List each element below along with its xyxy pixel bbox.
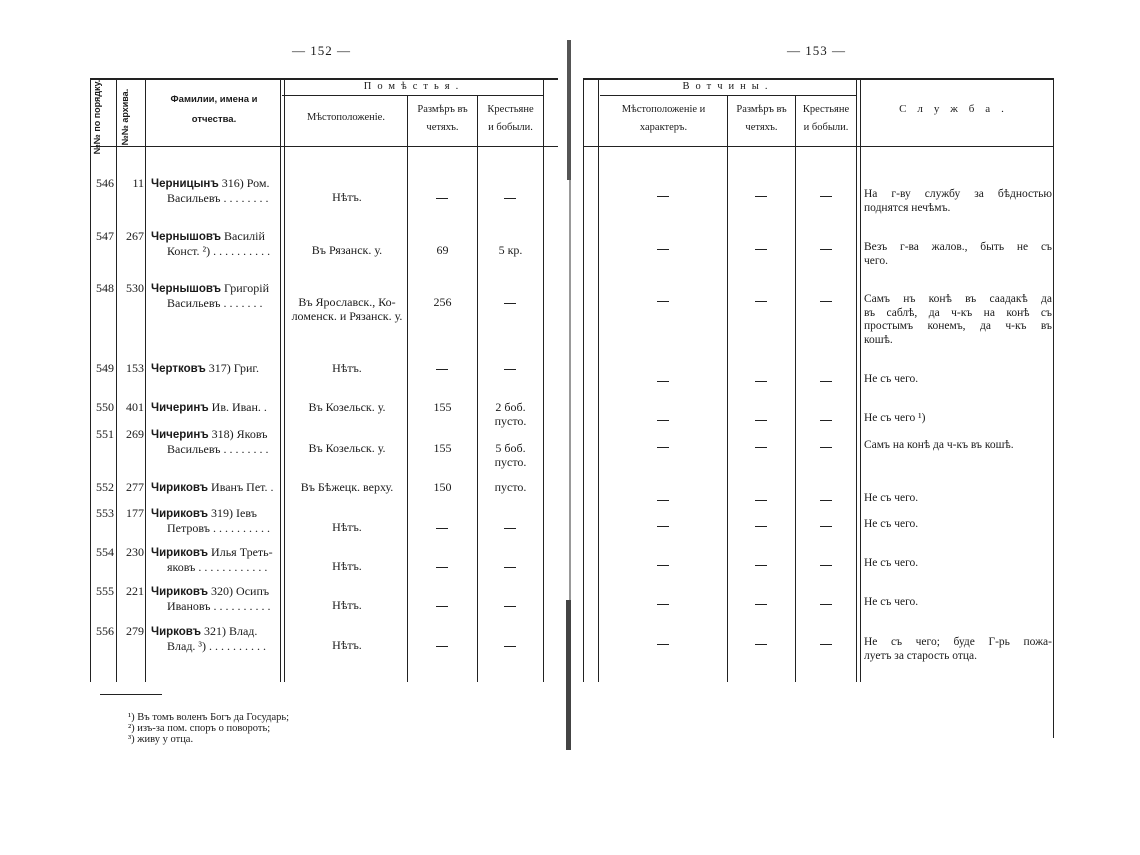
row-surname: Чичеринъ	[151, 402, 209, 414]
row-given-name: 316) Ром.	[218, 176, 270, 190]
row-person-name	[151, 506, 279, 535]
row-service-line: поднятся нечѣмъ.	[864, 201, 951, 214]
row-votchina-peasants-dash	[820, 500, 832, 501]
header-name-line1: Фамилии, имена и	[170, 94, 258, 105]
row-seq-number: 551	[96, 427, 114, 441]
page-number-right: — 153 —	[787, 43, 846, 58]
row-pomestie-location: Въ Козельск. у.	[308, 400, 386, 414]
row-person-name	[151, 545, 279, 574]
row-person-name	[151, 427, 279, 456]
header-archive: №№ архива.	[120, 88, 130, 146]
row-pomestie-peasants: 2 боб.	[495, 400, 526, 414]
row-seq-number: 547	[96, 229, 114, 243]
header-pom-size-2: четяхъ.	[426, 122, 459, 133]
row-votchina-location-dash	[657, 249, 669, 250]
row-given-name: Илья Треть-	[208, 545, 273, 559]
row-votchina-peasants-dash	[820, 447, 832, 448]
row-service-line: Самъ нъ конѣ въ саадакѣ да	[864, 293, 1052, 305]
row-service-line: Самъ на конѣ да ч-къ въ кошѣ.	[864, 439, 1014, 451]
row-pomestie-size: 150	[433, 480, 452, 494]
row-votchina-size-dash	[755, 604, 767, 605]
row-votchina-location-dash	[657, 526, 669, 527]
row-surname: Чичеринъ	[151, 429, 209, 441]
row-service	[864, 373, 1052, 387]
row-surname: Чернышовъ	[151, 231, 222, 243]
row-votchina-size-dash	[755, 301, 767, 302]
row-pomestie-peasants: пусто.	[494, 480, 527, 494]
row-given-name: Иванъ Пет. .	[208, 480, 274, 494]
row-surname: Чертковъ	[151, 363, 206, 375]
row-service-line: Не съ чего.	[864, 557, 919, 569]
row-patronymic: Васильевъ . . . . . . .	[167, 296, 263, 310]
row-pomestie-location: Въ Рязанск. у.	[311, 243, 383, 257]
row-person-name	[151, 584, 279, 613]
header-vot-location-2: характеръ.	[639, 122, 688, 133]
row-pomestie-size: 155	[433, 441, 452, 455]
row-votchina-location-dash	[657, 500, 669, 501]
row-service-line: На г-ву службу за бѣдностью	[864, 188, 1052, 200]
row-votchina-peasants-dash	[820, 526, 832, 527]
row-pomestie-location: Въ Бѣжецк. верху.	[300, 480, 394, 494]
row-service	[864, 188, 1052, 215]
row-pomestie-peasants-dash	[504, 303, 516, 304]
row-service-line: луетъ за старость отца.	[864, 649, 977, 662]
row-service	[864, 596, 1052, 610]
row-surname: Чирковъ	[151, 626, 201, 638]
row-service	[864, 557, 1052, 571]
row-pomestie-size-dash	[436, 528, 448, 529]
row-service-line: въ саблѣ, да ч-къ на конѣ съ	[864, 306, 1052, 319]
row-pomestie-location: Въ Козельск. у.	[308, 441, 386, 455]
row-pomestie-size-dash	[436, 567, 448, 568]
row-patronymic: Влад. ³) . . . . . . . . . .	[167, 639, 267, 653]
header-pom-peasants-2: и бобыли.	[488, 122, 533, 133]
row-given-name: 318) Яковъ	[208, 427, 268, 441]
row-pomestie-size-dash	[436, 198, 448, 199]
row-person-name	[151, 361, 279, 376]
row-pomestie-location: Нѣтъ.	[332, 361, 362, 375]
row-service-line: Везъ г-ва жалов., быть не съ	[864, 241, 1052, 253]
row-votchina-peasants-dash	[820, 644, 832, 645]
row-votchina-size-dash	[755, 249, 767, 250]
row-service-line: кошѣ.	[864, 333, 893, 346]
row-patronymic: Васильевъ . . . . . . . .	[167, 442, 269, 456]
row-surname: Чириковъ	[151, 508, 209, 520]
row-given-name: 320) Осипъ	[208, 584, 270, 598]
row-pomestie-size: 155	[433, 400, 452, 414]
row-votchina-location-dash	[657, 420, 669, 421]
row-votchina-size-dash	[755, 447, 767, 448]
header-service: Служба.	[899, 103, 1015, 115]
row-votchina-size-dash	[755, 644, 767, 645]
row-pomestie-peasants: пусто.	[494, 414, 527, 428]
row-seq-number: 556	[96, 624, 114, 638]
row-service	[864, 636, 1052, 663]
row-archive-number: 401	[126, 400, 144, 414]
row-archive-number: 530	[126, 281, 144, 295]
row-given-name: 321) Влад.	[200, 624, 258, 638]
row-pomestie-peasants: 5 боб.	[495, 441, 526, 455]
header-vot-peasants-2: и бобыли.	[803, 122, 849, 133]
row-patronymic: Конст. ²) . . . . . . . . . .	[167, 244, 271, 258]
header-pom-peasants-1: Крестьяне	[487, 104, 534, 115]
row-pomestie-location: ломенск. и Рязанск. у.	[291, 309, 403, 323]
row-person-name	[151, 480, 279, 495]
row-seq-number: 553	[96, 506, 114, 520]
row-archive-number: 11	[132, 176, 144, 190]
row-votchina-peasants-dash	[820, 604, 832, 605]
row-surname: Черницынъ	[151, 178, 219, 190]
row-archive-number: 279	[126, 624, 144, 638]
row-votchina-location-dash	[657, 604, 669, 605]
row-pomestie-peasants: 5 кр.	[498, 243, 523, 257]
row-votchina-location-dash	[657, 381, 669, 382]
row-service	[864, 439, 1052, 453]
row-seq-number: 550	[96, 400, 114, 414]
row-votchina-location-dash	[657, 565, 669, 566]
row-votchina-location-dash	[657, 301, 669, 302]
row-votchina-location-dash	[657, 196, 669, 197]
header-vot-size-2: четяхъ.	[745, 122, 778, 133]
row-pomestie-peasants-dash	[504, 198, 516, 199]
row-given-name: 317) Григ.	[205, 361, 259, 375]
header-vot-location-1: Мѣстоположеніе и	[621, 104, 706, 115]
row-service	[864, 241, 1052, 268]
header-seq: №№ по порядку.	[92, 79, 102, 155]
row-patronymic: Петровъ . . . . . . . . . .	[167, 521, 270, 535]
row-given-name: Григорій	[221, 281, 270, 295]
row-pomestie-peasants-dash	[504, 369, 516, 370]
row-votchina-location-dash	[657, 644, 669, 645]
row-service-line: простымъ конемъ, да ч-къ въ	[864, 320, 1052, 332]
row-archive-number: 153	[126, 361, 144, 375]
row-seq-number: 554	[96, 545, 114, 559]
row-pomestie-peasants: пусто.	[494, 455, 527, 469]
row-votchina-location-dash	[657, 447, 669, 448]
row-person-name	[151, 176, 279, 205]
row-pomestie-size-dash	[436, 606, 448, 607]
row-pomestie-location: Нѣтъ.	[332, 520, 362, 534]
row-person-name	[151, 229, 279, 258]
row-patronymic: Ивановъ . . . . . . . . . .	[167, 599, 271, 613]
row-votchina-peasants-dash	[820, 249, 832, 250]
footnote-3: ³) живу у отца.	[128, 734, 194, 745]
row-service-line: чего.	[864, 254, 888, 267]
row-person-name	[151, 624, 279, 653]
row-service-line: Не съ чего; буде Г-рь пожа-	[864, 636, 1052, 648]
row-service	[864, 412, 1052, 426]
row-votchina-peasants-dash	[820, 565, 832, 566]
row-archive-number: 277	[126, 480, 144, 494]
footnote-1: ¹) Въ томъ воленъ Богъ да Государь;	[128, 712, 290, 723]
row-archive-number: 230	[126, 545, 144, 559]
header-pom-size-1: Размѣръ въ	[417, 104, 468, 115]
row-archive-number: 269	[126, 427, 144, 441]
row-surname: Чириковъ	[151, 547, 209, 559]
row-given-name: 319) Іевъ	[208, 506, 257, 520]
row-archive-number: 221	[126, 584, 144, 598]
row-pomestie-location: Нѣтъ.	[332, 190, 362, 204]
row-votchina-size-dash	[755, 196, 767, 197]
row-seq-number: 552	[96, 480, 114, 494]
row-pomestie-size-dash	[436, 646, 448, 647]
row-service-line: Не съ чего.	[864, 373, 919, 385]
row-pomestie-location: Нѣтъ.	[332, 598, 362, 612]
row-archive-number: 177	[126, 506, 144, 520]
page-number-left: — 152 —	[292, 43, 351, 58]
header-votchiny: Вотчины.	[682, 81, 774, 92]
row-patronymic: Васильевъ . . . . . . . .	[167, 191, 269, 205]
row-service	[864, 293, 1052, 347]
row-pomestie-peasants-dash	[504, 606, 516, 607]
row-seq-number: 546	[96, 176, 114, 190]
row-votchina-peasants-dash	[820, 381, 832, 382]
row-votchina-size-dash	[755, 381, 767, 382]
row-votchina-peasants-dash	[820, 196, 832, 197]
row-service	[864, 492, 1052, 506]
row-votchina-size-dash	[755, 526, 767, 527]
row-given-name: Василій	[221, 229, 265, 243]
row-surname: Чернышовъ	[151, 283, 222, 295]
row-pomestie-size-dash	[436, 369, 448, 370]
header-vot-size-1: Размѣръ въ	[736, 104, 787, 115]
row-seq-number: 549	[96, 361, 114, 375]
header-vot-peasants-1: Крестьяне	[802, 104, 850, 115]
row-seq-number: 555	[96, 584, 114, 598]
row-patronymic: яковъ . . . . . . . . . . . .	[167, 560, 268, 574]
row-pomestie-peasants-dash	[504, 646, 516, 647]
row-votchina-size-dash	[755, 420, 767, 421]
book-gutter	[563, 0, 577, 855]
row-pomestie-peasants-dash	[504, 528, 516, 529]
row-pomestie-size: 256	[433, 295, 452, 309]
row-votchina-peasants-dash	[820, 301, 832, 302]
footnote-rule	[100, 694, 162, 695]
row-service-line: Не съ чего ¹)	[864, 412, 926, 424]
footnote-2: ²) изъ-за пом. споръ о повороть;	[128, 723, 271, 734]
row-votchina-size-dash	[755, 500, 767, 501]
row-given-name: Ив. Иван. .	[208, 400, 267, 414]
row-person-name	[151, 400, 279, 415]
row-service-line: Не съ чего.	[864, 518, 919, 530]
header-pom-location: Мѣстоположеніе.	[307, 112, 385, 123]
row-seq-number: 548	[96, 281, 114, 295]
row-pomestie-location: Нѣтъ.	[332, 638, 362, 652]
row-person-name	[151, 281, 279, 310]
row-pomestie-location: Въ Ярославск., Ко-	[298, 295, 396, 309]
row-votchina-peasants-dash	[820, 420, 832, 421]
header-pomestya: Помѣстья.	[363, 81, 465, 92]
row-surname: Чириковъ	[151, 482, 209, 494]
header-name-line2: отчества.	[191, 114, 237, 125]
row-pomestie-peasants-dash	[504, 567, 516, 568]
row-archive-number: 267	[126, 229, 144, 243]
row-votchina-size-dash	[755, 565, 767, 566]
row-service-line: Не съ чего.	[864, 596, 919, 608]
row-service-line: Не съ чего.	[864, 492, 919, 504]
row-pomestie-location: Нѣтъ.	[332, 559, 362, 573]
row-service	[864, 518, 1052, 532]
row-surname: Чириковъ	[151, 586, 209, 598]
row-pomestie-size: 69	[436, 243, 449, 257]
